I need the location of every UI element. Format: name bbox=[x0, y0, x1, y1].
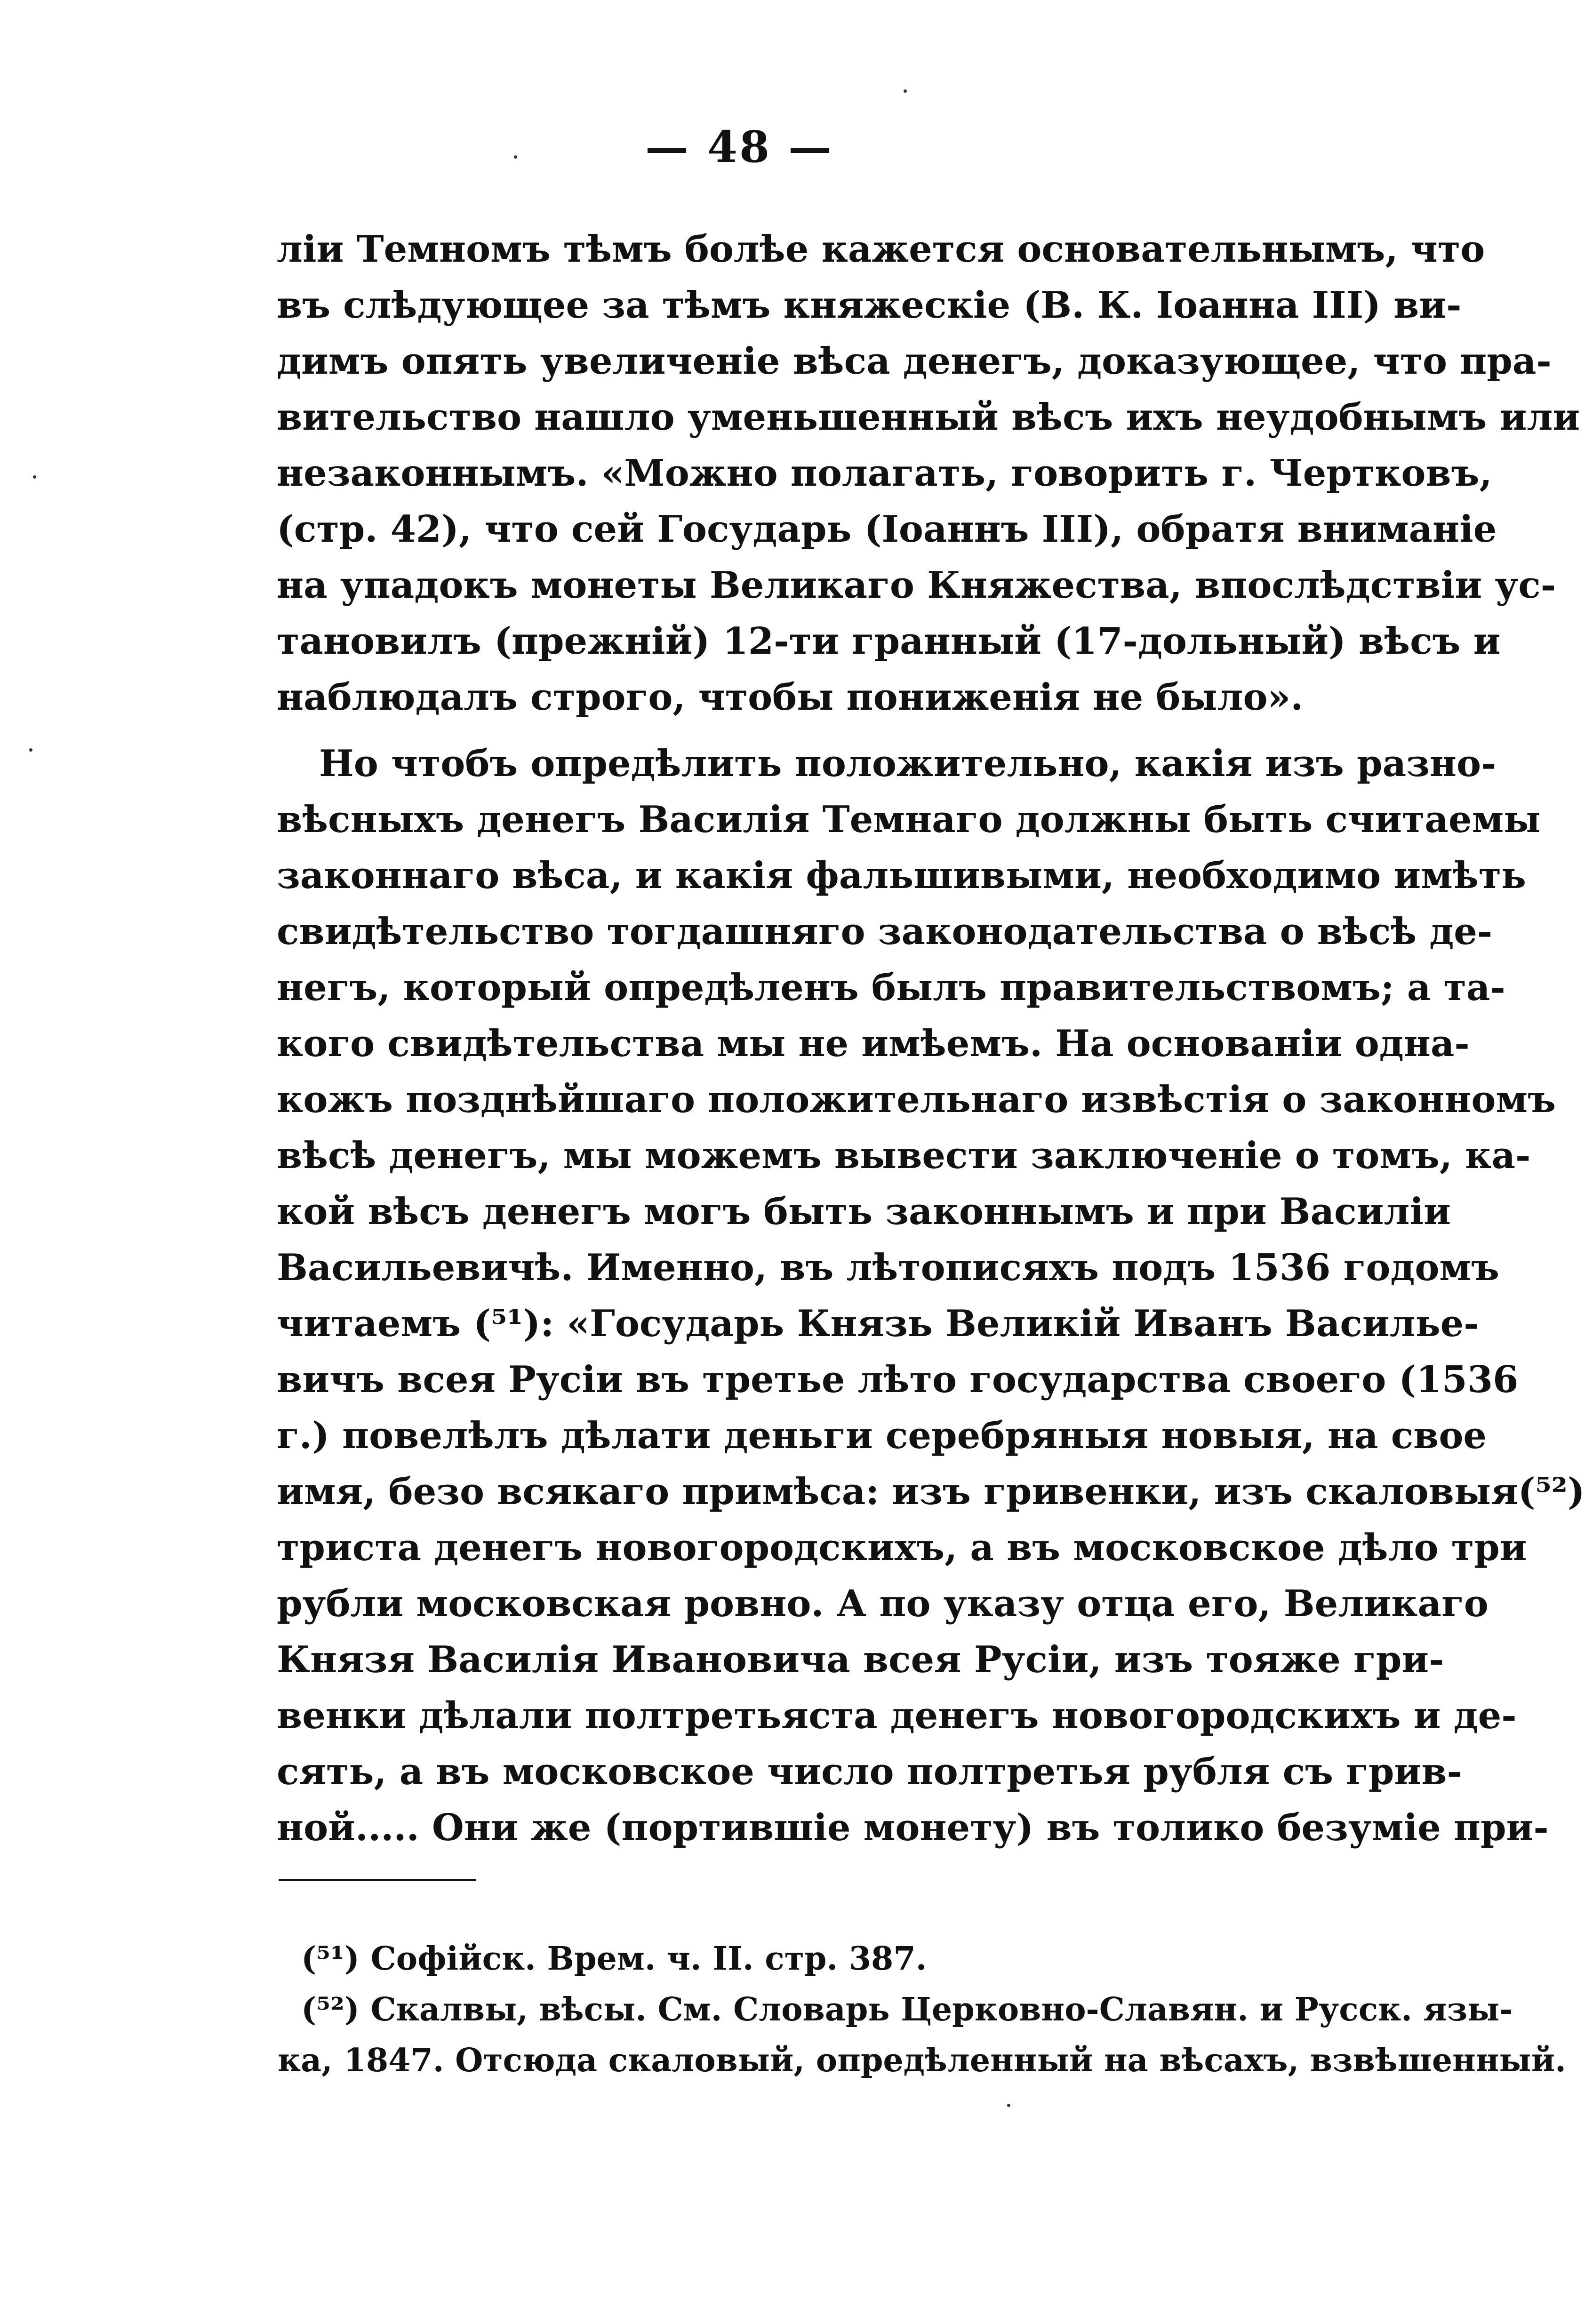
footnote-line: ка, 1847. Отсюда скаловый, опредѣленный на вѣсахъ, взвѣшенный. bbox=[278, 2042, 1566, 2079]
text-line: негъ, который опредѣленъ былъ правительствомъ; а та- bbox=[277, 966, 1505, 1009]
text-line: димъ опять увеличеніе вѣса денегъ, доказующее, что пра- bbox=[277, 340, 1552, 383]
text-line: кого свидѣтельства мы не имѣемъ. На основаніи одна- bbox=[277, 1022, 1470, 1065]
scan-speck bbox=[33, 475, 36, 479]
text-line: незаконнымъ. «Можно полагать, говорить г. Чертковъ, bbox=[277, 452, 1492, 495]
text-line: ліи Темномъ тѣмъ болѣе кажется основательнымъ, что bbox=[277, 228, 1485, 271]
footnote-51 bbox=[301, 1933, 1374, 1984]
text-line: вичъ всея Русіи въ третье лѣто государства своего (1536 bbox=[277, 1358, 1519, 1401]
page-number: — 48 — bbox=[645, 121, 834, 172]
paragraph-2 bbox=[277, 736, 1585, 1856]
text-line: Князя Василія Ивановича всея Русіи, изъ тояже гри- bbox=[277, 1638, 1444, 1681]
text-line: вѣсѣ денегъ, мы можемъ вывести заключеніе о томъ, ка- bbox=[277, 1134, 1531, 1177]
text-line: вительство нашло уменьшенный вѣсъ ихъ неудобнымъ или bbox=[277, 396, 1580, 439]
text-line: на упадокъ монеты Великаго Княжества, впослѣдствіи ус- bbox=[277, 564, 1556, 607]
text-line: тановилъ (прежній) 12-ти гранный (17-дольный) вѣсъ и bbox=[277, 620, 1501, 663]
text-line: г.) повелѣлъ дѣлати деньги серебряныя новыя, на свое bbox=[277, 1414, 1487, 1457]
scan-speck bbox=[514, 155, 517, 159]
text-line: читаемъ (⁵¹): «Государь Князь Великій Иванъ Василье- bbox=[277, 1302, 1479, 1345]
footnotes bbox=[278, 1933, 1566, 2086]
body-text bbox=[277, 221, 1585, 1856]
text-line: Но чтобъ опредѣлить положительно, какія изъ разно- bbox=[319, 742, 1497, 785]
text-line: кожъ позднѣйшаго положительнаго извѣстія о законномъ bbox=[277, 1078, 1556, 1121]
text-line: вѣсныхъ денегъ Василія Темнаго должны быть считаемы bbox=[277, 798, 1541, 841]
text-line: наблюдалъ строго, чтобы пониженія не было». bbox=[277, 676, 1304, 719]
scan-speck bbox=[29, 748, 32, 752]
text-line: ной..... Они же (портившіе монету) въ толико безуміе при- bbox=[277, 1806, 1549, 1849]
paragraph-1 bbox=[277, 221, 1580, 725]
text-line: триста денегъ новогородскихъ, а въ московское дѣло три bbox=[277, 1526, 1527, 1569]
text-line: рубли московская ровно. А по указу отца его, Великаго bbox=[277, 1582, 1489, 1625]
text-line: законнаго вѣса, и какія фальшивыми, необходимо имѣть bbox=[277, 854, 1526, 897]
text-line: свидѣтельство тогдашняго законодательства о вѣсѣ де- bbox=[277, 910, 1493, 953]
text-line: венки дѣлали полтретьяста денегъ новогородскихъ и де- bbox=[277, 1694, 1517, 1737]
text-line: Васильевичѣ. Именно, въ лѣтописяхъ подъ 1536 годомъ bbox=[277, 1246, 1499, 1289]
text-line: (стр. 42), что сей Государь (Іоаннъ III), обратя вниманіе bbox=[277, 508, 1497, 551]
scan-speck bbox=[1007, 2104, 1010, 2107]
text-line: имя, безо всякаго примѣса: изъ гривенки, изъ скаловыя(⁵²) bbox=[277, 1470, 1585, 1513]
footnote-line: (⁵²) Скалвы, вѣсы. См. Словарь Церковно-Славян. и Русск. язы- bbox=[301, 1991, 1513, 2028]
footnote-separator bbox=[279, 1879, 476, 1881]
scan-speck bbox=[904, 89, 907, 93]
text-line: кой вѣсъ денегъ могъ быть законнымъ и при Василіи bbox=[277, 1190, 1451, 1233]
text-line: сять, а въ московское число полтретья рубля съ грив- bbox=[277, 1750, 1462, 1793]
footnote-52 bbox=[278, 1984, 1566, 2086]
text-line: въ слѣдующее за тѣмъ княжескіе (В. К. Іоанна III) ви- bbox=[277, 284, 1462, 327]
footnote-line: (⁵¹) Софійск. Врем. ч. II. стр. 387. bbox=[301, 1940, 927, 1978]
